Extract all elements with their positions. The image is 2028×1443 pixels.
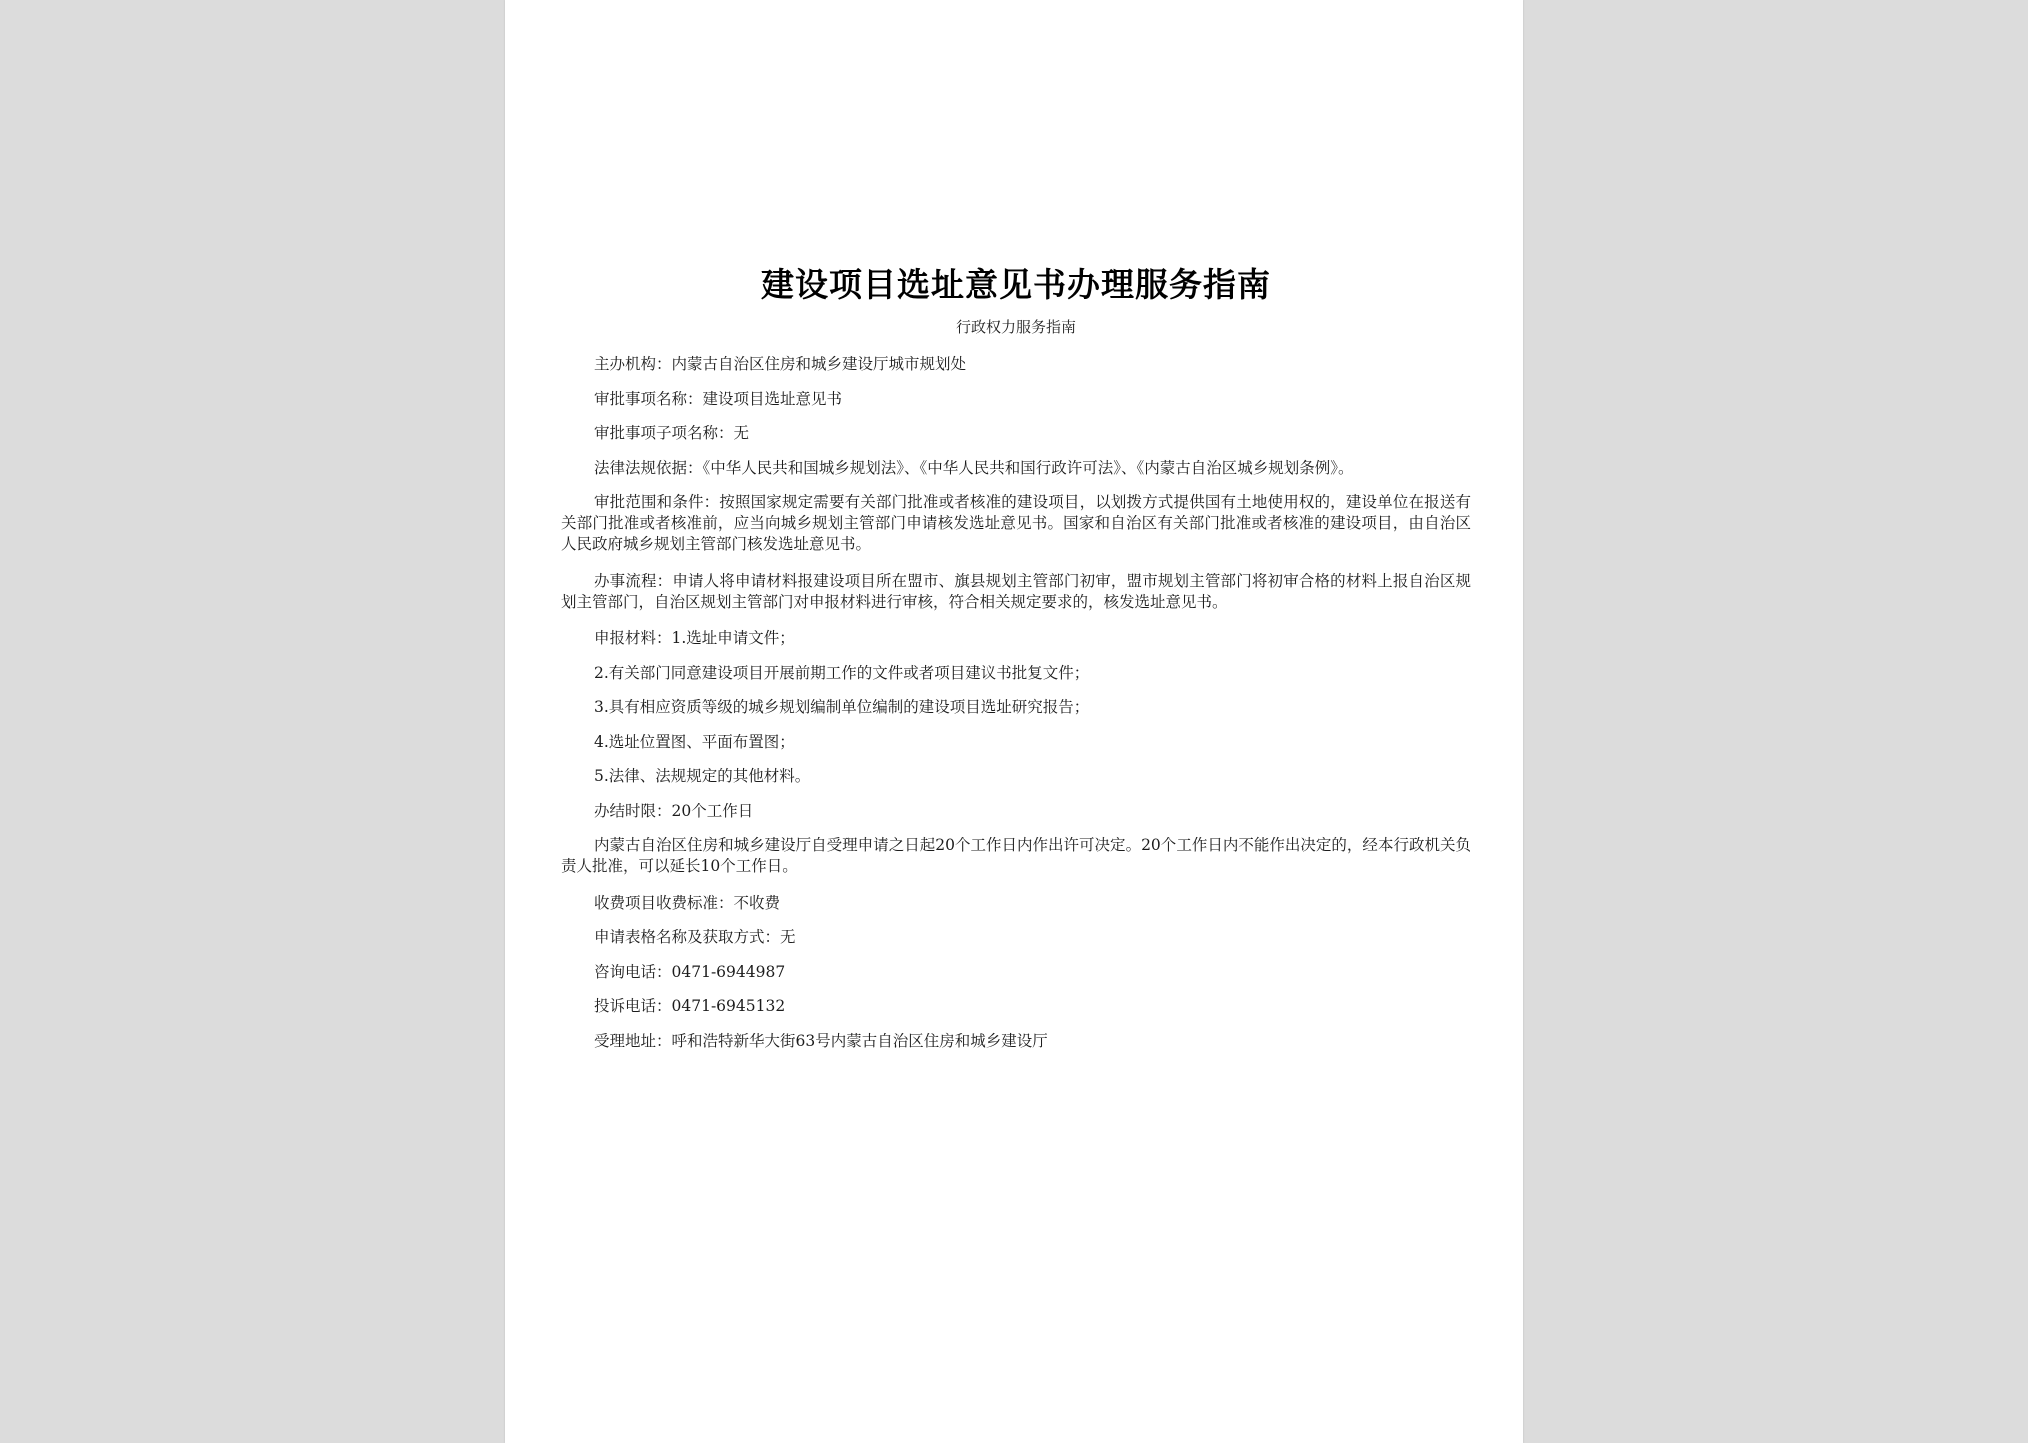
paragraph-material-5: 5.法律、法规规定的其他材料。: [594, 767, 811, 785]
paragraph-sub-item-name: 审批事项子项名称：无: [594, 424, 750, 442]
paragraph-address: 受理地址：呼和浩特新华大街63号内蒙古自治区住房和城乡建设厅: [594, 1031, 1048, 1050]
paragraph-complaint-phone: 投诉电话：0471-6945132: [594, 997, 786, 1015]
paragraph-time-limit-detail: 内蒙古自治区住房和城乡建设厅自受理申请之日起20个工作日内作出许可决定。20个工作日内不能作出决定的，经本行政机关负责人批准，可以延长10个工作日。: [561, 836, 1471, 875]
paragraph-procedure: 办事流程：申请人将申请材料报建设项目所在盟市、旗县规划主管部门初审，盟市规划主管部门将初审合格的材料上报自治区规划主管部门，自治区规划主管部门对申报材料进行审核，符合相关规定要求的，核发选址意见书。: [561, 571, 1471, 611]
paragraph-forms: 申请表格名称及获取方式：无: [594, 928, 796, 946]
paragraph-item-name: 审批事项名称：建设项目选址意见书: [594, 389, 843, 408]
document-title: 建设项目选址意见书办理服务指南: [761, 265, 1271, 304]
paragraph-material-3: 3.具有相应资质等级的城乡规划编制单位编制的建设项目选址研究报告；: [594, 698, 1090, 716]
paragraph-organizer: 主办机构：内蒙古自治区住房和城乡建设厅城市规划处: [594, 355, 967, 373]
paragraph-scope-conditions: 审批范围和条件：按照国家规定需要有关部门批准或者核准的建设项目，以划拨方式提供国有土地使用权的，建设单位在报送有关部门批准或者核准前，应当向城乡规划主管部门申请核发选址意见书。国家和自治区有关部门批准或者核准的建设项目，由自治区人民政府城乡规划主管部门核发选址意见书。: [561, 493, 1471, 553]
paragraph-material-2: 2.有关部门同意建设项目开展前期工作的文件或者项目建议书批复文件；: [594, 663, 1090, 682]
paragraph-consult-phone: 咨询电话：0471-6944987: [594, 962, 786, 981]
paragraph-legal-basis: 法律法规依据：《中华人民共和国城乡规划法》、《中华人民共和国行政许可法》、《内蒙古自治区城乡规划条例》。: [594, 458, 1354, 477]
paragraph-time-limit: 办结时限：20个工作日: [594, 801, 754, 820]
paragraph-fees: 收费项目收费标准：不收费: [594, 893, 781, 912]
document-page: [505, 0, 1523, 1443]
page-content: [561, 262, 1471, 1065]
paragraph-materials: 申报材料：1.选址申请文件；: [594, 629, 795, 647]
document-subtitle: 行政权力服务指南: [955, 318, 1076, 336]
paragraph-material-4: 4.选址位置图、平面布置图；: [594, 732, 795, 751]
